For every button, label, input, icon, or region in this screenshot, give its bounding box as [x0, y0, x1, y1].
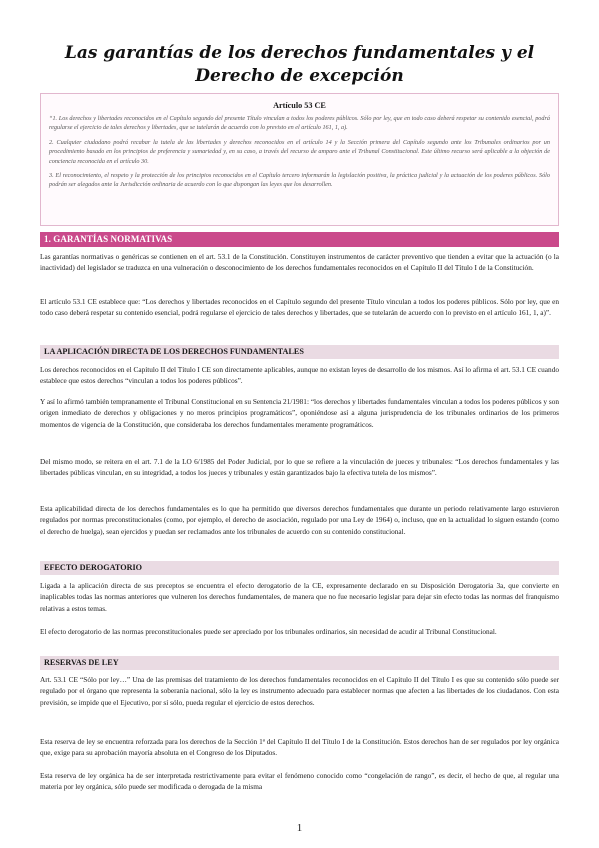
article-paragraph-1: “1. Los derechos y libertades reconocidos en el Capítulo segundo del presente Título vinculan a todos los poderes públicos. Sólo por ley, que en todo caso deberá respetar su contenido esencial, podrá regularse el ejercicio de tales derechos y libertades, que se tutelarán de acuerdo con lo previsto en el artículo 161, 1, a).: [49, 115, 550, 132]
paragraph: Las garantías normativas o genéricas se contienen en el art. 53.1 de la Constitución. Constituyen instrumentos de carácter preventivo que tienden a evitar que la actuación (o la inactividad) del legislador se traduzca en una vulneración o desconocimiento de los derechos fundamentales reconocidos en el Capítulo II del Título I de la Constitución.: [40, 252, 559, 273]
article-paragraph-2: 2. Cualquier ciudadano podrá recabar la tutela de las libertades y derechos reconocidos en el artículo 14 y la Sección primera del Capítulo segundo ante los Tribunales ordinarios por un procedimiento basado en los principios de preferencia y sumariedad y, en su caso, a través del recurso de amparo ante el Tribunal Constitucional. Este último recurso será aplicable a la objeción de conciencia reconocida en el artículo 30.: [49, 138, 550, 165]
paragraph: El artículo 53.1 CE establece que: “Los derechos y libertades reconocidos en el Capítulo segundo del presente Título vinculan a todos los poderes públicos. Sólo por ley, que en todo caso deberá respetar su contenido esencial, podrá regularse el ejercicio de tales derechos y libertades, que se tutelarán de acuerdo con lo previsto en el artículo 161, 1, a)”.: [40, 297, 559, 318]
section-heading-garantias-normativas: 1. GARANTÍAS NORMATIVAS: [40, 232, 559, 247]
paragraph: Y así lo afirmó también tempranamente el Tribunal Constitucional en su Sentencia 21/1981: “los derechos y libertades fundamentales vinculan a todos los poderes públicos y son origen inmediato de derechos y obligaciones y no meros principios programáticos”, oponiéndose así a alguna jurisprudencia de los tribunales ordinarios de los primeros momentos de vigencia de la Constitución, que consideraba los derechos fundamentales meramente programáticos.: [40, 397, 559, 429]
paragraph: Esta reserva de ley orgánica ha de ser interpretada restrictivamente para evitar el fenómeno conocido como “congelación de rango”, es decir, el hecho de que, al regular una materia por ley orgánica, sólo puede ser modificada o derogada de la misma: [40, 771, 559, 792]
page-number: 1: [296, 822, 303, 834]
paragraph: Los derechos reconocidos en el Capítulo II del Título I CE son directamente aplicables, aunque no existan leyes de desarrollo de los mismos. Así lo afirma el art. 53.1 CE cuando establece que estos derechos “vinculan a todos los poderes públicos”.: [40, 365, 559, 386]
document-title: Las garantías de los derechos fundamentales y el Derecho de excepción: [64, 43, 535, 86]
article-53-box: [40, 93, 559, 226]
section-heading-reservas-de-ley: RESERVAS DE LEY: [40, 656, 559, 670]
article-box-heading: Artículo 53 CE: [273, 101, 326, 110]
paragraph: Esta aplicabilidad directa de los derechos fundamentales es lo que ha permitido que diversos derechos fundamentales que durante un periodo relativamente largo estuvieron regulados por normas preconstitucionales (como, por ejemplo, el derecho de asociación, regulado por una Ley de 1964) o, incluso, que en la actualidad lo siguen estando (como el derecho de huelga), sean ejercidos y puedan ser reclamados ante los tribunales de acuerdo con su contenido constitucional.: [40, 504, 559, 536]
article-paragraph-3: 3. El reconocimiento, el respeto y la protección de los principios reconocidos en el Capítulo tercero informarán la legislación positiva, la práctica judicial y la actuación de los poderes públicos. Sólo podrán ser alegados ante la Jurisdicción ordinaria de acuerdo con lo que dispongan las leyes que los desarrollen.: [49, 172, 550, 189]
section-heading-aplicacion-directa: LA APLICACIÓN DIRECTA DE LOS DERECHOS FUNDAMENTALES: [40, 345, 559, 359]
paragraph: El efecto derogatorio de las normas preconstitucionales puede ser apreciado por los tribunales ordinarios, sin necesidad de acudir al Tribunal Constitucional.: [40, 627, 497, 636]
section-heading-efecto-derogatorio: EFECTO DEROGATORIO: [40, 561, 559, 575]
paragraph: Ligada a la aplicación directa de sus preceptos se encuentra el efecto derogatorio de la CE, expresamente declarado en su Disposición Derogatoria 3a, que convierte en inaplicables todas las normas anteriores que vulneren los derechos fundamentales, de manera que no fue necesario legislar para dejar sin efecto todas las normas del franquismo relativas a estos temas.: [40, 581, 559, 613]
paragraph: Art. 53.1 CE “Sólo por ley…” Una de las premisas del tratamiento de los derechos fundamentales reconocidos en el Capítulo II del Título I es que su contenido sólo puede ser regulado por el órgano que representa la soberanía nacional, sólo la ley es instrumento adecuado para establecer normas que afecten a las libertades de los ciudadanos. Con esta previsión, se impide que el Ejecutivo, por sí sólo, pueda regular el ejercicio de estos derechos.: [40, 675, 559, 707]
paragraph: Esta reserva de ley se encuentra reforzada para los derechos de la Sección 1ª del Capítulo II del Título I de la Constitución. Estos derechos han de ser regulados por ley orgánica que, exige para su aprobación mayoría absoluta en el Congreso de los Diputados.: [40, 737, 559, 758]
paragraph: Del mismo modo, se reitera en el art. 7.1 de la LO 6/1985 del Poder Judicial, por lo que se refiere a la vinculación de jueces y tribunales: “Los derechos fundamentales y las libertades públicas vinculan, en su integridad, a todos los jueces y tribunales y están garantizados bajo la efectiva tutela de los mismos”.: [40, 457, 559, 478]
